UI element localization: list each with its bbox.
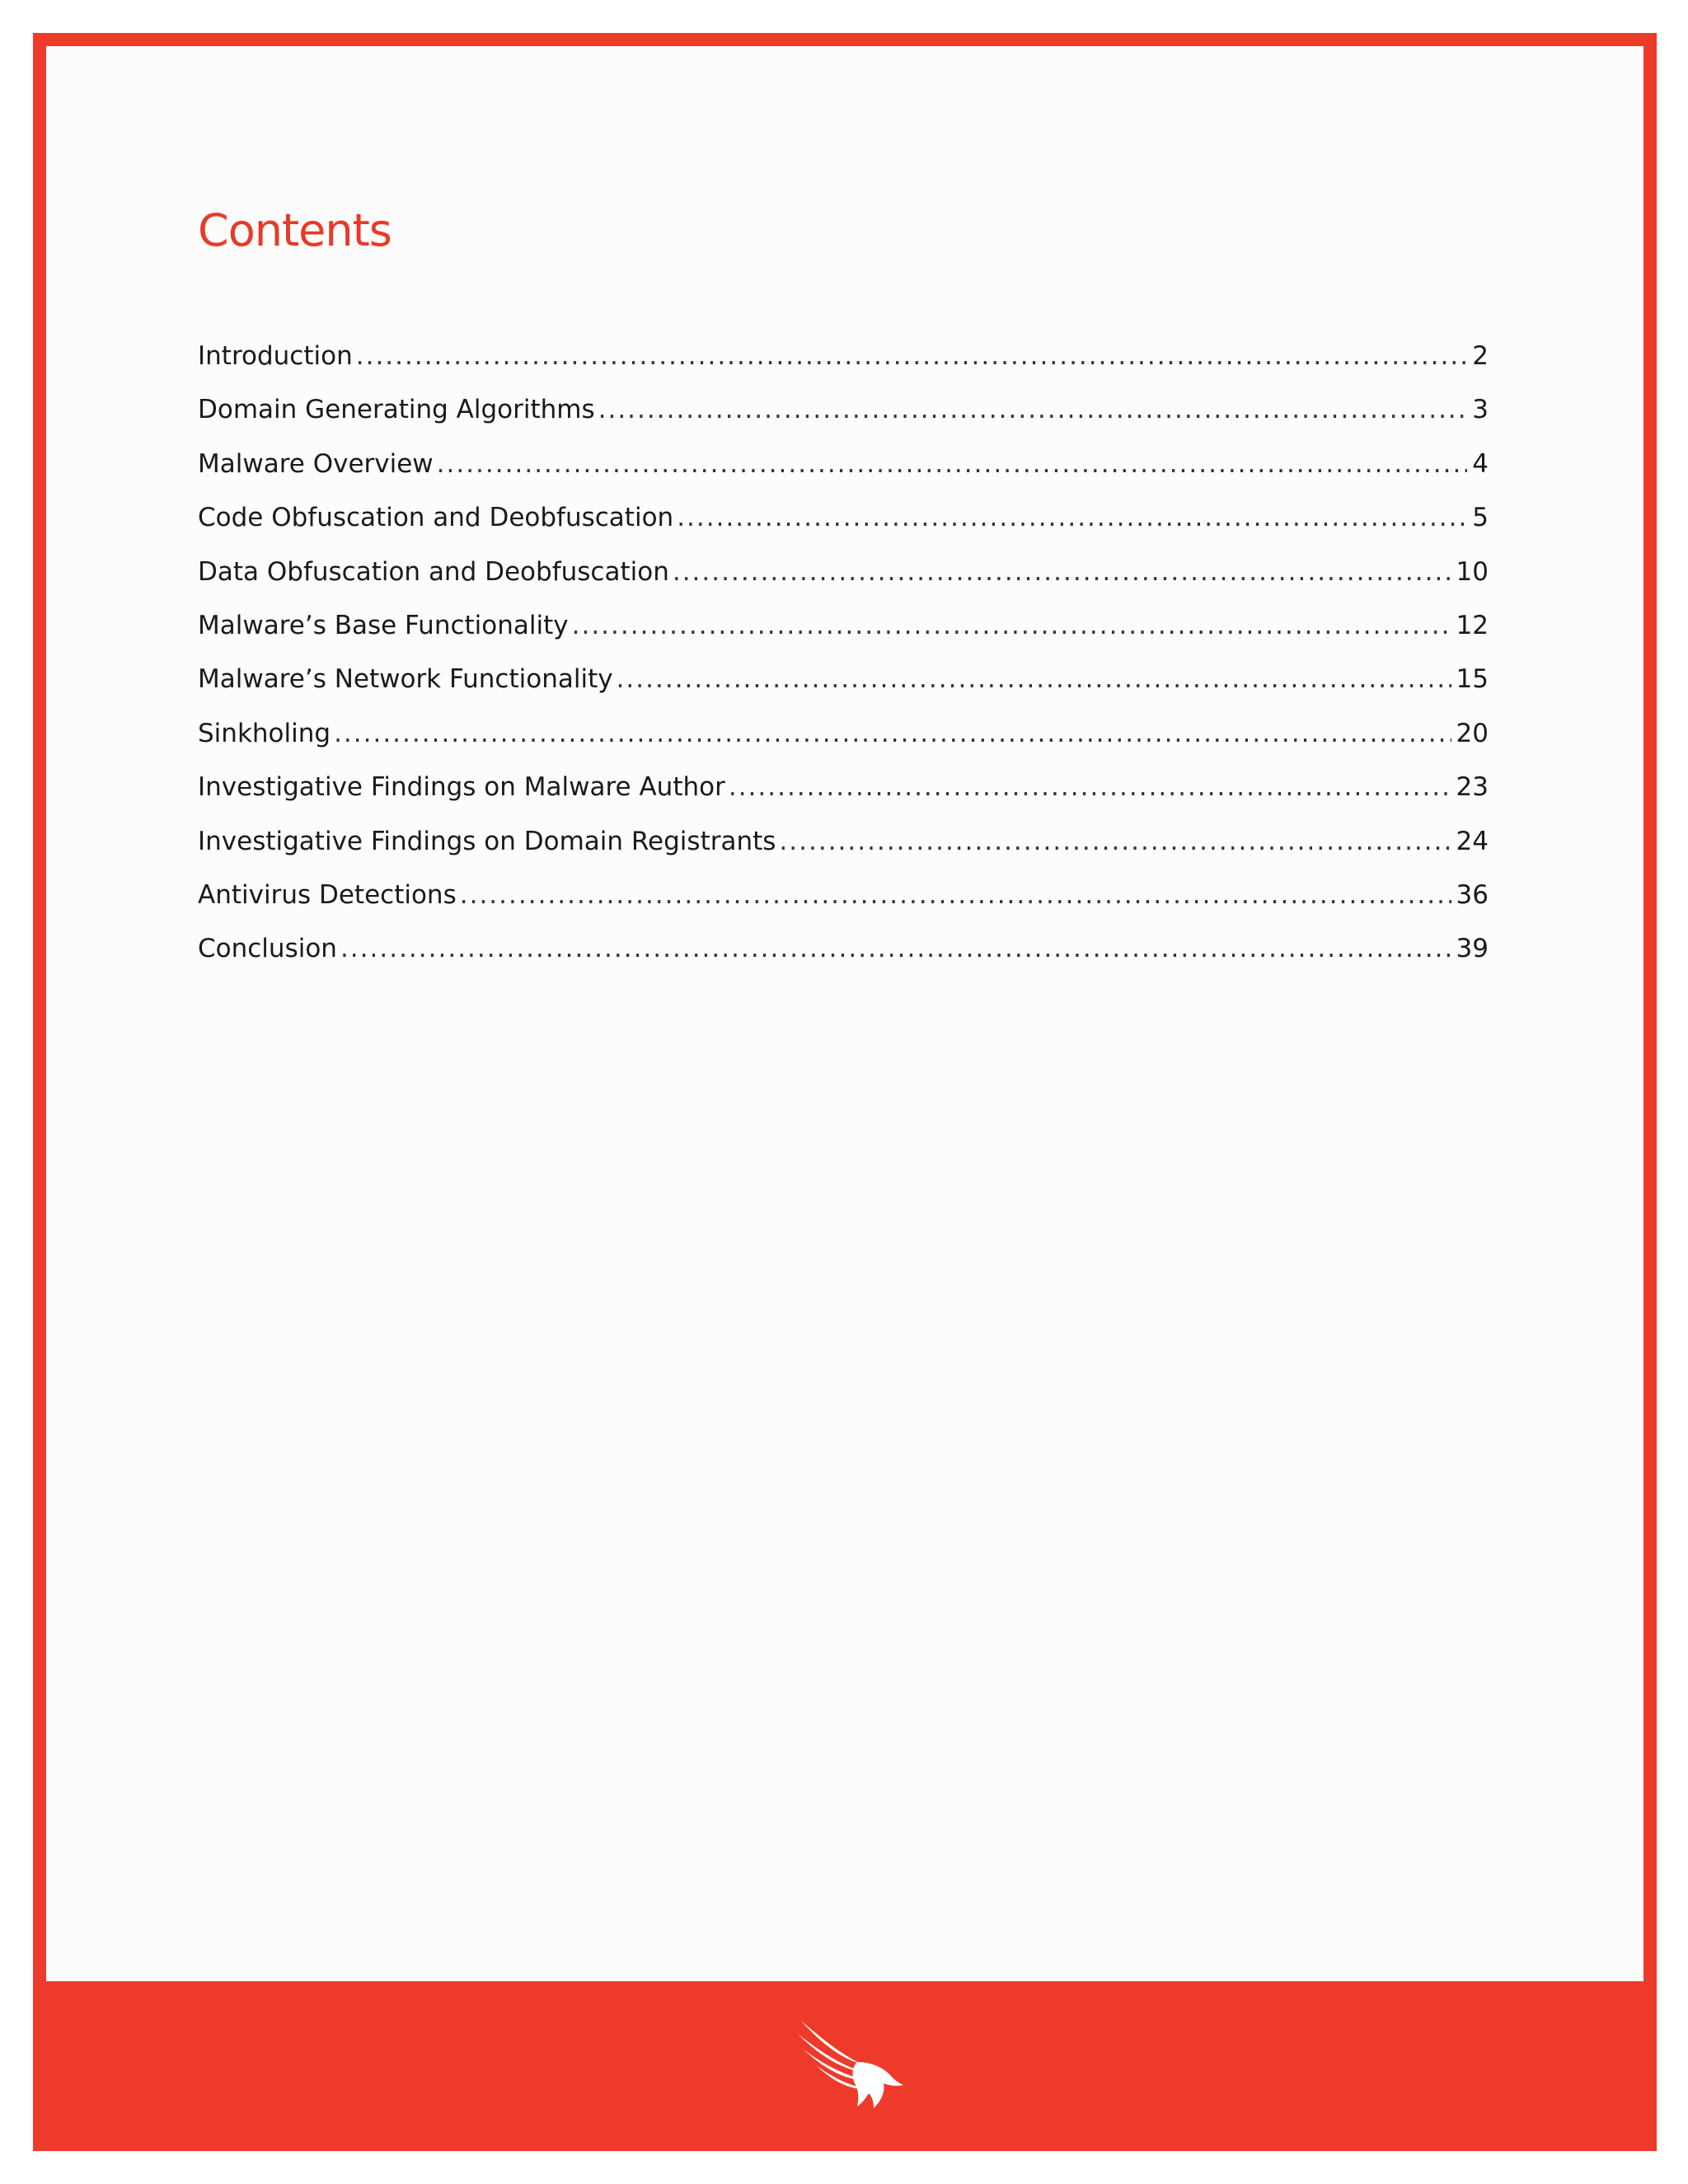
red-page-frame [33, 33, 1657, 2151]
toc-entry-title: Conclusion [198, 934, 337, 964]
toc-entry[interactable] [198, 664, 1489, 718]
dot-leader [572, 611, 1451, 640]
toc-entry[interactable] [198, 827, 1489, 880]
toc-entry-page: 3 [1472, 395, 1489, 425]
dot-leader [340, 934, 1451, 963]
toc-entry[interactable] [198, 611, 1489, 664]
contents-heading: Contents [198, 204, 392, 256]
toc-entry-page: 10 [1456, 556, 1489, 587]
falcon-logo-icon [791, 2016, 907, 2115]
toc-entry-page: 5 [1472, 503, 1489, 533]
toc-entry-title: Antivirus Detections [198, 879, 457, 910]
toc-entry-title: Sinkholing [198, 718, 331, 748]
toc-entry-title: Malware Overview [198, 448, 434, 479]
toc-entry-page: 12 [1456, 610, 1489, 640]
dot-leader [617, 664, 1451, 694]
toc-entry-title: Code Obfuscation and Deobfuscation [198, 503, 674, 533]
content-sheet [46, 46, 1643, 1981]
toc-entry-title: Domain Generating Algorithms [198, 395, 595, 425]
toc-entry[interactable] [198, 719, 1489, 772]
dot-leader [598, 395, 1468, 424]
toc-entry[interactable] [198, 503, 1489, 556]
toc-entry-title: Malware’s Base Functionality [198, 610, 569, 640]
dot-leader [437, 449, 1468, 479]
dot-leader [334, 719, 1451, 748]
toc-entry[interactable] [198, 772, 1489, 826]
toc-entry-page: 20 [1456, 718, 1489, 748]
falcon-head-body [853, 2062, 904, 2108]
toc-entry-title: Investigative Findings on Domain Registrants [198, 826, 776, 856]
toc-entry[interactable] [198, 880, 1489, 934]
toc-entry[interactable] [198, 449, 1489, 503]
dot-leader [356, 341, 1468, 371]
toc-entry-page: 39 [1456, 934, 1489, 964]
table-of-contents [198, 341, 1489, 988]
toc-entry-title: Introduction [198, 341, 353, 371]
toc-entry-title: Investigative Findings on Malware Author [198, 772, 725, 803]
dot-leader [460, 880, 1451, 910]
toc-entry-page: 2 [1472, 341, 1489, 371]
toc-entry-page: 15 [1456, 664, 1489, 695]
toc-entry[interactable] [198, 557, 1489, 611]
dot-leader [677, 503, 1467, 532]
dot-leader [673, 557, 1451, 587]
toc-entry-title: Malware’s Network Functionality [198, 664, 613, 695]
toc-entry[interactable] [198, 395, 1489, 448]
dot-leader [729, 772, 1451, 802]
toc-entry-page: 36 [1456, 879, 1489, 910]
toc-entry[interactable] [198, 341, 1489, 395]
toc-entry-page: 4 [1472, 448, 1489, 479]
toc-entry-title: Data Obfuscation and Deobfuscation [198, 556, 669, 587]
toc-entry-page: 23 [1456, 772, 1489, 803]
toc-entry[interactable] [198, 934, 1489, 987]
toc-entry-page: 24 [1456, 826, 1489, 856]
dot-leader [779, 827, 1451, 856]
